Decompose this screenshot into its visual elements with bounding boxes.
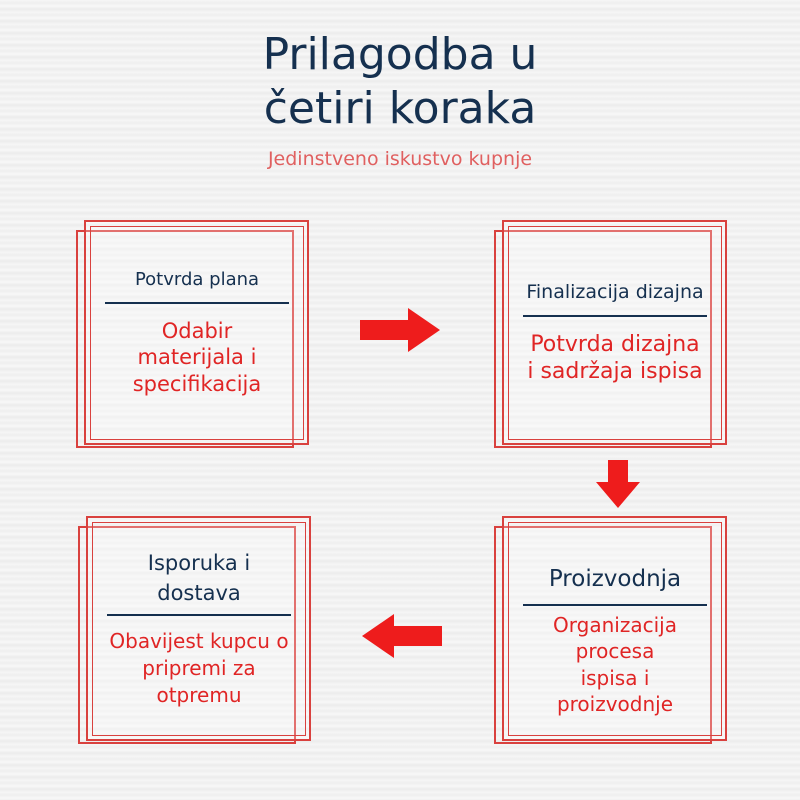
- desc-line: Odabir: [161, 319, 233, 344]
- desc-line: procesa: [575, 639, 655, 664]
- desc-line: otpremu: [156, 682, 242, 707]
- step-heading: [148, 549, 250, 608]
- step-content: [508, 522, 722, 736]
- step-heading: Potvrda plana: [134, 269, 260, 291]
- desc-line: i sadržaja ispisa: [527, 359, 703, 384]
- step-card-2: [494, 220, 730, 452]
- step-description: [527, 331, 702, 386]
- step-description: [109, 628, 288, 709]
- step-content: [508, 226, 722, 440]
- step-card-4: [78, 516, 314, 748]
- heading-line: Isporuka i: [147, 551, 251, 576]
- page-title: [0, 28, 800, 136]
- step-divider: [107, 614, 291, 616]
- step-description: [553, 612, 677, 718]
- desc-line: pripremi za: [142, 655, 256, 680]
- desc-line: Organizacija: [553, 613, 677, 637]
- heading-line: dostava: [157, 580, 241, 605]
- desc-line: proizvodnje: [556, 692, 674, 717]
- step-description: [133, 318, 262, 397]
- arrow-left-icon: [360, 612, 444, 660]
- step-content: [90, 226, 304, 440]
- step-card-1: [76, 220, 312, 452]
- step-divider: [523, 315, 707, 317]
- step-heading: Finalizacija dizajna: [526, 280, 704, 303]
- step-divider: [105, 302, 289, 304]
- title-line-2: četiri koraka: [263, 83, 537, 134]
- desc-line: materijala i: [137, 345, 257, 370]
- step-divider: [523, 604, 707, 606]
- page-subtitle: Jedinstveno iskustvo kupnje: [267, 148, 533, 170]
- step-card-3: [494, 516, 730, 748]
- step-heading: Proizvodnja: [548, 566, 682, 592]
- desc-line: Obavijest kupcu o: [109, 628, 289, 653]
- desc-line: ispisa i: [580, 665, 650, 690]
- arrow-down-icon: [594, 458, 642, 510]
- title-line-1: Prilagodba u: [262, 29, 538, 80]
- step-content: [92, 522, 306, 736]
- arrow-right-icon: [358, 306, 442, 354]
- desc-line: specifikacija: [132, 371, 262, 396]
- desc-line: Potvrda dizajna: [530, 331, 700, 357]
